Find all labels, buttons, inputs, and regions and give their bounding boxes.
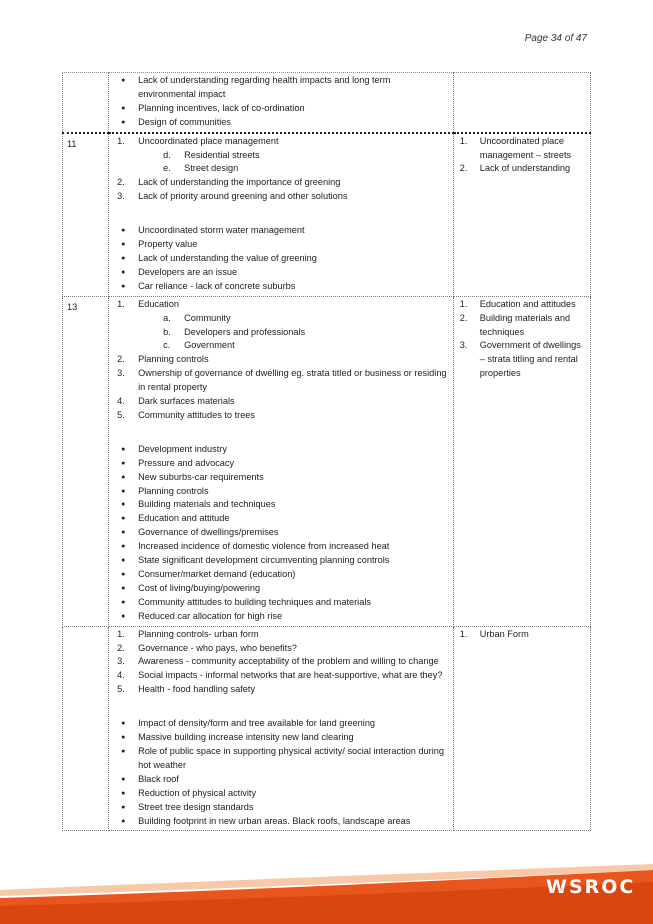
list-item-text: Pressure and advocacy bbox=[138, 457, 235, 468]
issues-list bbox=[113, 298, 447, 624]
list-item bbox=[113, 339, 447, 353]
list-item-text: Education and attitude bbox=[138, 513, 230, 524]
summary-item bbox=[458, 135, 586, 163]
list-item-text: Cost of living/buying/powering bbox=[138, 582, 261, 593]
list-item-text: Awareness - community acceptability of the problem and willing to change bbox=[138, 656, 439, 667]
table-row bbox=[63, 626, 591, 831]
list-marker: 1. bbox=[459, 298, 468, 309]
list-item-text: Health - food handling safety bbox=[138, 684, 256, 695]
list-marker: 3. bbox=[117, 368, 125, 379]
list-item bbox=[113, 190, 447, 204]
list-item bbox=[113, 149, 447, 163]
row-number-cell bbox=[63, 626, 109, 831]
list-item-text: Education bbox=[138, 298, 179, 309]
bullet-icon: ● bbox=[121, 268, 126, 276]
list-marker: 1. bbox=[117, 628, 125, 639]
list-marker: 2. bbox=[459, 312, 468, 323]
bullet-icon: ● bbox=[121, 459, 126, 467]
list-marker: 3. bbox=[117, 191, 125, 202]
list-item-text: Lack of priority around greening and other solutions bbox=[138, 191, 348, 202]
list-item bbox=[113, 642, 447, 656]
bullet-icon: ● bbox=[121, 282, 126, 290]
bullet-icon: ● bbox=[121, 543, 126, 551]
list-item-text: Community attitudes to building techniques and materials bbox=[138, 596, 371, 607]
summary-item bbox=[458, 162, 586, 176]
list-item-text: Street design bbox=[184, 163, 239, 174]
row-number-cell: 11 bbox=[63, 133, 109, 297]
issues-cell bbox=[109, 133, 454, 297]
list-item-text: Developers and professionals bbox=[184, 326, 306, 337]
list-item-text: Building materials and techniques bbox=[138, 499, 276, 510]
list-spacer bbox=[113, 423, 447, 443]
list-item-text: Dark surfaces materials bbox=[138, 396, 235, 407]
list-item bbox=[113, 512, 447, 526]
list-item bbox=[113, 471, 447, 485]
summary-item-text: Building materials and techniques bbox=[479, 312, 571, 337]
summary-list bbox=[458, 628, 586, 642]
summary-item bbox=[458, 298, 586, 312]
list-item-text: Ownership of governance of dwelling eg. strata titled or business or residing in rental property bbox=[138, 368, 447, 393]
row-number-cell bbox=[63, 73, 109, 133]
list-marker: 1. bbox=[459, 628, 468, 639]
list-spacer bbox=[113, 204, 447, 224]
list-item bbox=[113, 457, 447, 471]
list-item bbox=[113, 367, 447, 395]
list-item-text: Residential streets bbox=[184, 149, 260, 160]
list-item bbox=[113, 326, 447, 340]
list-marker: 2. bbox=[117, 642, 125, 653]
list-item-text: Lack of understanding the importance of greening bbox=[138, 177, 341, 188]
list-item bbox=[113, 596, 447, 610]
list-item bbox=[113, 162, 447, 176]
list-item-text: Car reliance - lack of concrete suburbs bbox=[138, 280, 296, 291]
summary-item-text: Uncoordinated place management – streets bbox=[479, 135, 572, 160]
list-item bbox=[113, 176, 447, 190]
list-item-text: Increased incidence of domestic violence from increased heat bbox=[138, 541, 390, 552]
bullet-icon: ● bbox=[121, 445, 126, 453]
list-item-text: Massive building increase intensity new land clearing bbox=[138, 732, 354, 743]
bullet-icon: ● bbox=[121, 77, 126, 84]
list-item bbox=[113, 485, 447, 499]
bullet-icon: ● bbox=[121, 227, 126, 235]
list-item bbox=[113, 395, 447, 409]
list-marker: 1. bbox=[459, 135, 468, 146]
list-item-text: Developers are an issue bbox=[138, 266, 238, 277]
list-item-text: Property value bbox=[138, 239, 198, 250]
list-item-text: Planning incentives, lack of co-ordination bbox=[138, 102, 305, 113]
page-number: Page 34 of 47 bbox=[524, 33, 587, 44]
list-item-text: Planning controls bbox=[138, 485, 209, 496]
row-number-cell: 13 bbox=[63, 296, 109, 626]
summary-list bbox=[458, 298, 586, 381]
summary-item bbox=[458, 312, 586, 340]
list-spacer bbox=[113, 697, 447, 717]
list-item bbox=[113, 135, 447, 149]
list-marker: 1. bbox=[117, 298, 125, 309]
list-item-text: Government bbox=[184, 340, 235, 351]
list-marker: d. bbox=[163, 149, 171, 160]
list-item bbox=[113, 815, 447, 829]
list-item bbox=[113, 582, 447, 596]
list-item-text: Lack of understanding the value of greening bbox=[138, 252, 317, 263]
list-item-text: Planning controls- urban form bbox=[138, 628, 259, 639]
list-item-text: Design of communities bbox=[138, 116, 232, 127]
list-item bbox=[113, 312, 447, 326]
bullet-icon: ● bbox=[121, 473, 126, 481]
issues-list bbox=[113, 628, 447, 829]
summary-cell bbox=[453, 296, 590, 626]
list-item-text: Development industry bbox=[138, 443, 227, 454]
list-marker: 3. bbox=[117, 656, 125, 667]
bullet-icon: ● bbox=[121, 817, 126, 825]
list-item bbox=[113, 252, 447, 266]
list-item bbox=[113, 353, 447, 367]
list-item bbox=[113, 568, 447, 582]
bullet-icon: ● bbox=[121, 487, 126, 495]
bullet-icon: ● bbox=[121, 118, 126, 126]
list-item bbox=[113, 554, 447, 568]
list-item-text: Uncoordinated place management bbox=[138, 135, 279, 146]
list-item-text: Lack of understanding regarding health impacts and long term environmental impact bbox=[138, 75, 391, 99]
issues-cell bbox=[109, 626, 454, 831]
issues-table bbox=[62, 72, 591, 831]
bullet-icon: ● bbox=[121, 241, 126, 249]
list-marker: 3. bbox=[459, 340, 468, 351]
summary-item bbox=[458, 339, 586, 381]
list-item-text: Building footprint in new urban areas. Black roofs, landscape areas bbox=[138, 815, 411, 826]
summary-cell bbox=[453, 626, 590, 831]
list-marker: 2. bbox=[459, 163, 468, 174]
list-item bbox=[113, 787, 447, 801]
list-item bbox=[113, 655, 447, 669]
issues-cell bbox=[109, 73, 454, 133]
list-marker: 5. bbox=[117, 409, 125, 420]
list-item-text: New suburbs-car requirements bbox=[138, 471, 264, 482]
list-marker: e. bbox=[163, 163, 171, 174]
list-item-text: Governance of dwellings/premises bbox=[138, 527, 279, 538]
bullet-icon: ● bbox=[121, 557, 126, 565]
wsroc-logo: WSROC bbox=[546, 876, 636, 898]
summary-item-text: Education and attitudes bbox=[479, 298, 576, 309]
list-item bbox=[113, 116, 447, 130]
list-item bbox=[113, 669, 447, 683]
list-item bbox=[113, 443, 447, 457]
list-item-text: Governance - who pays, who benefits? bbox=[138, 642, 297, 653]
issues-list bbox=[113, 74, 447, 130]
list-marker: 4. bbox=[117, 396, 125, 407]
list-item bbox=[113, 409, 447, 423]
bullet-icon: ● bbox=[121, 501, 126, 509]
bullet-icon: ● bbox=[121, 254, 126, 262]
issues-list bbox=[113, 135, 447, 294]
list-item bbox=[113, 717, 447, 731]
list-marker: 2. bbox=[117, 354, 125, 365]
list-item bbox=[113, 224, 447, 238]
bullet-icon: ● bbox=[121, 789, 126, 797]
list-marker: 4. bbox=[117, 670, 125, 681]
table-row bbox=[63, 296, 591, 626]
list-item bbox=[113, 745, 447, 773]
list-item bbox=[113, 731, 447, 745]
bullet-icon: ● bbox=[121, 612, 126, 620]
bullet-icon: ● bbox=[121, 571, 126, 578]
list-item-text: Impact of density/form and tree available for land greening bbox=[138, 718, 376, 729]
list-item-text: Community attitudes to trees bbox=[138, 409, 256, 420]
list-item bbox=[113, 801, 447, 815]
list-item bbox=[113, 610, 447, 624]
list-item-text: Community bbox=[184, 312, 231, 323]
list-marker: 5. bbox=[117, 684, 125, 695]
list-item-text: Reduction of physical activity bbox=[138, 787, 257, 798]
list-item bbox=[113, 298, 447, 312]
summary-item-text: Lack of understanding bbox=[479, 163, 571, 174]
table-row bbox=[63, 73, 591, 133]
summary-cell bbox=[453, 133, 590, 297]
bullet-icon: ● bbox=[121, 584, 126, 592]
list-item-text: Planning controls bbox=[138, 354, 209, 365]
bullet-icon: ● bbox=[121, 720, 126, 728]
list-item bbox=[113, 74, 447, 102]
list-item-text: Uncoordinated storm water management bbox=[138, 225, 305, 236]
list-item bbox=[113, 683, 447, 697]
list-item-text: Role of public space in supporting physical activity/ social interaction during hot weather bbox=[138, 745, 444, 770]
list-item bbox=[113, 102, 447, 116]
list-item bbox=[113, 628, 447, 642]
bullet-icon: ● bbox=[121, 803, 126, 811]
list-item-text: Consumer/market demand (education) bbox=[138, 569, 296, 579]
list-item bbox=[113, 526, 447, 540]
list-marker: b. bbox=[163, 326, 171, 337]
list-item bbox=[113, 266, 447, 280]
bullet-icon: ● bbox=[121, 775, 126, 783]
issues-cell bbox=[109, 296, 454, 626]
bullet-icon: ● bbox=[121, 747, 126, 755]
summary-cell bbox=[453, 73, 590, 133]
list-item-text: Reduced car allocation for high rise bbox=[138, 610, 283, 621]
list-marker: a. bbox=[163, 312, 171, 323]
list-marker: c. bbox=[163, 340, 171, 351]
list-marker: 1. bbox=[117, 135, 125, 146]
list-marker: 2. bbox=[117, 177, 125, 188]
summary-list bbox=[458, 135, 586, 177]
bullet-icon: ● bbox=[121, 515, 126, 523]
bullet-icon: ● bbox=[121, 104, 126, 112]
list-item bbox=[113, 238, 447, 252]
list-item bbox=[113, 498, 447, 512]
summary-item-text: Government of dwellings – strata titling and rental properties bbox=[479, 340, 581, 379]
summary-item bbox=[458, 628, 586, 642]
list-item-text: Black roof bbox=[138, 773, 179, 784]
summary-item-text: Urban Form bbox=[479, 628, 529, 639]
list-item-text: State significant development circumventing planning controls bbox=[138, 555, 390, 566]
bullet-icon: ● bbox=[121, 734, 126, 742]
bullet-icon: ● bbox=[121, 598, 126, 606]
list-item bbox=[113, 540, 447, 554]
table-row bbox=[63, 133, 591, 297]
list-item-text: Social impacts - informal networks that are heat-supportive, what are they? bbox=[138, 670, 443, 681]
list-item bbox=[113, 280, 447, 294]
list-item-text: Street tree design standards bbox=[138, 801, 254, 812]
list-item bbox=[113, 773, 447, 787]
bullet-icon: ● bbox=[121, 529, 126, 537]
